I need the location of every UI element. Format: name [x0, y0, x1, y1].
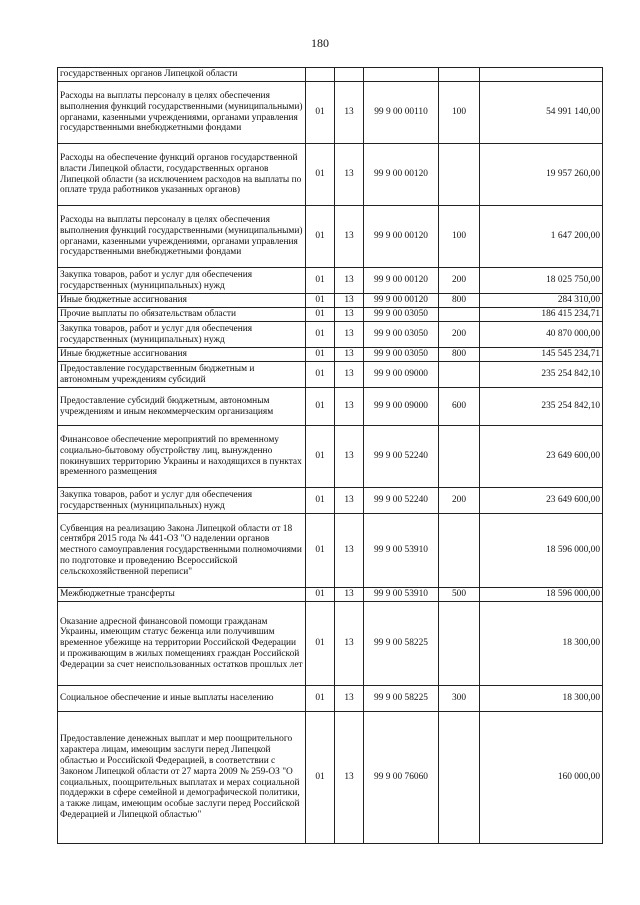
row-name-cell: Межбюджетные трансферты [58, 588, 306, 602]
row-section-cell: 01 [306, 362, 335, 388]
table-row [58, 686, 603, 712]
row-target-article-cell: 99 9 00 03050 [364, 308, 439, 322]
row-expense-type-cell [439, 426, 480, 488]
row-expense-type-cell: 600 [439, 388, 480, 426]
row-subsection-cell: 13 [335, 294, 364, 308]
row-name-cell: Предоставление денежных выплат и мер поощрительного характера лицам, имеющим заслуги перед Липецкой областью и Российской Федерацией, в соответствии с Законом Липецкой области от 27 марта 2009 № 259-ОЗ "О социальных, поощрительных выплатах и мерах социальной поддержки в сфере семейной и демографической политики, а также лицам, имеющим особые заслуги перед Российской Федерацией и Липецкой областью" [58, 712, 306, 844]
row-target-article-cell: 99 9 00 09000 [364, 388, 439, 426]
row-subsection-cell: 13 [335, 82, 364, 144]
row-amount-cell: 160 000,00 [480, 712, 603, 844]
table-row [58, 206, 603, 268]
row-subsection-cell: 13 [335, 602, 364, 686]
row-name-cell: Предоставление государственным бюджетным и автономным учреждениям субсидий [58, 362, 306, 388]
row-amount-cell: 18 596 000,00 [480, 514, 603, 588]
row-name-cell: Закупка товаров, работ и услуг для обеспечения государственных (муниципальных) нужд [58, 488, 306, 514]
table-row [58, 602, 603, 686]
row-amount-cell: 19 957 260,00 [480, 144, 603, 206]
row-expense-type-cell [439, 68, 480, 82]
row-subsection-cell: 13 [335, 388, 364, 426]
row-amount-cell: 23 649 600,00 [480, 426, 603, 488]
row-expense-type-cell: 100 [439, 206, 480, 268]
table-row [58, 68, 603, 82]
row-section-cell: 01 [306, 588, 335, 602]
row-name-cell: Расходы на обеспечение функций органов государственной власти Липецкой области, государственных органов Липецкой области (за исключением расходов на выплаты по оплате труда работников указанных органов) [58, 144, 306, 206]
row-subsection-cell: 13 [335, 348, 364, 362]
row-section-cell: 01 [306, 348, 335, 362]
row-name-cell: Закупка товаров, работ и услуг для обеспечения государственных (муниципальных) нужд [58, 322, 306, 348]
row-subsection-cell: 13 [335, 712, 364, 844]
table-row [58, 322, 603, 348]
table-row [58, 488, 603, 514]
table-row [58, 362, 603, 388]
row-expense-type-cell [439, 602, 480, 686]
row-section-cell: 01 [306, 82, 335, 144]
row-expense-type-cell [439, 514, 480, 588]
row-amount-cell: 40 870 000,00 [480, 322, 603, 348]
row-amount-cell: 54 991 140,00 [480, 82, 603, 144]
row-expense-type-cell: 200 [439, 268, 480, 294]
row-amount-cell: 235 254 842,10 [480, 362, 603, 388]
row-subsection-cell [335, 68, 364, 82]
table-row [58, 588, 603, 602]
table-row [58, 426, 603, 488]
row-section-cell: 01 [306, 488, 335, 514]
row-expense-type-cell [439, 144, 480, 206]
table-row [58, 388, 603, 426]
row-name-cell: Прочие выплаты по обязательствам области [58, 308, 306, 322]
row-expense-type-cell [439, 362, 480, 388]
row-target-article-cell: 99 9 00 03050 [364, 348, 439, 362]
row-section-cell: 01 [306, 686, 335, 712]
row-name-cell: Расходы на выплаты персоналу в целях обеспечения выполнения функций государственными (муниципальными) органами, казенными учреждениями, органами управления государственными внебюджетными фондами [58, 82, 306, 144]
row-expense-type-cell [439, 712, 480, 844]
table-row [58, 514, 603, 588]
page-number: 180 [311, 36, 329, 50]
row-target-article-cell: 99 9 00 53910 [364, 514, 439, 588]
row-name-cell: Иные бюджетные ассигнования [58, 294, 306, 308]
row-subsection-cell: 13 [335, 362, 364, 388]
row-section-cell: 01 [306, 144, 335, 206]
row-section-cell: 01 [306, 268, 335, 294]
row-amount-cell: 18 596 000,00 [480, 588, 603, 602]
budget-table-body [58, 68, 603, 844]
row-section-cell: 01 [306, 426, 335, 488]
table-row [58, 712, 603, 844]
row-section-cell: 01 [306, 712, 335, 844]
row-target-article-cell: 99 9 00 00120 [364, 294, 439, 308]
row-expense-type-cell: 200 [439, 488, 480, 514]
table-row [58, 268, 603, 294]
row-subsection-cell: 13 [335, 514, 364, 588]
row-target-article-cell: 99 9 00 03050 [364, 322, 439, 348]
row-target-article-cell: 99 9 00 52240 [364, 426, 439, 488]
row-name-cell: Иные бюджетные ассигнования [58, 348, 306, 362]
row-name-cell: Финансовое обеспечение мероприятий по временному социально-бытовому обустройству лиц, вынужденно покинувших территорию Украины и находящихся в пунктах временного размещения [58, 426, 306, 488]
budget-table [57, 67, 603, 844]
row-amount-cell [480, 68, 603, 82]
row-subsection-cell: 13 [335, 488, 364, 514]
row-expense-type-cell: 500 [439, 588, 480, 602]
row-name-cell: Оказание адресной финансовой помощи гражданам Украины, имеющим статус беженца или получившим временное убежище на территории Российской Федерации и проживающим в жилых помещениях граждан Российской Федерации за счет неиспользованных остатков прошлых лет [58, 602, 306, 686]
row-subsection-cell: 13 [335, 144, 364, 206]
row-amount-cell: 18 025 750,00 [480, 268, 603, 294]
row-subsection-cell: 13 [335, 206, 364, 268]
row-section-cell: 01 [306, 294, 335, 308]
row-name-cell: Расходы на выплаты персоналу в целях обеспечения выполнения функций государственными (муниципальными) органами, казенными учреждениями, органами управления государственными внебюджетными фондами [58, 206, 306, 268]
row-amount-cell: 23 649 600,00 [480, 488, 603, 514]
row-amount-cell: 18 300,00 [480, 686, 603, 712]
row-amount-cell: 235 254 842,10 [480, 388, 603, 426]
row-target-article-cell: 99 9 00 00120 [364, 268, 439, 294]
row-section-cell: 01 [306, 206, 335, 268]
row-subsection-cell: 13 [335, 588, 364, 602]
row-section-cell: 01 [306, 388, 335, 426]
table-row [58, 308, 603, 322]
table-row [58, 82, 603, 144]
row-target-article-cell: 99 9 00 53910 [364, 588, 439, 602]
row-section-cell [306, 68, 335, 82]
row-name-cell: Субвенция на реализацию Закона Липецкой области от 18 сентября 2015 года № 441-ОЗ "О наделении органов местного самоуправления государственными полномочиями по подготовке и проведению Всероссийской сельскохозяйственной переписи" [58, 514, 306, 588]
row-expense-type-cell: 100 [439, 82, 480, 144]
row-subsection-cell: 13 [335, 426, 364, 488]
row-amount-cell: 1 647 200,00 [480, 206, 603, 268]
row-expense-type-cell: 800 [439, 348, 480, 362]
row-amount-cell: 145 545 234,71 [480, 348, 603, 362]
row-section-cell: 01 [306, 322, 335, 348]
row-name-cell: Закупка товаров, работ и услуг для обеспечения государственных (муниципальных) нужд [58, 268, 306, 294]
row-name-cell: государственных органов Липецкой области [58, 68, 306, 82]
row-amount-cell: 18 300,00 [480, 602, 603, 686]
table-row [58, 144, 603, 206]
row-target-article-cell: 99 9 00 00120 [364, 144, 439, 206]
row-expense-type-cell: 800 [439, 294, 480, 308]
row-name-cell: Предоставление субсидий бюджетным, автономным учреждениям и иным некоммерческим организациям [58, 388, 306, 426]
row-name-cell: Социальное обеспечение и иные выплаты населению [58, 686, 306, 712]
row-target-article-cell: 99 9 00 58225 [364, 686, 439, 712]
row-expense-type-cell: 200 [439, 322, 480, 348]
row-target-article-cell: 99 9 00 09000 [364, 362, 439, 388]
row-subsection-cell: 13 [335, 686, 364, 712]
row-subsection-cell: 13 [335, 308, 364, 322]
table-row [58, 294, 603, 308]
row-subsection-cell: 13 [335, 322, 364, 348]
row-target-article-cell: 99 9 00 00110 [364, 82, 439, 144]
row-expense-type-cell: 300 [439, 686, 480, 712]
row-target-article-cell: 99 9 00 76060 [364, 712, 439, 844]
row-target-article-cell [364, 68, 439, 82]
row-amount-cell: 186 415 234,71 [480, 308, 603, 322]
row-section-cell: 01 [306, 514, 335, 588]
row-amount-cell: 284 310,00 [480, 294, 603, 308]
row-subsection-cell: 13 [335, 268, 364, 294]
row-target-article-cell: 99 9 00 52240 [364, 488, 439, 514]
row-expense-type-cell [439, 308, 480, 322]
row-section-cell: 01 [306, 308, 335, 322]
table-row [58, 348, 603, 362]
row-target-article-cell: 99 9 00 58225 [364, 602, 439, 686]
row-section-cell: 01 [306, 602, 335, 686]
row-target-article-cell: 99 9 00 00120 [364, 206, 439, 268]
